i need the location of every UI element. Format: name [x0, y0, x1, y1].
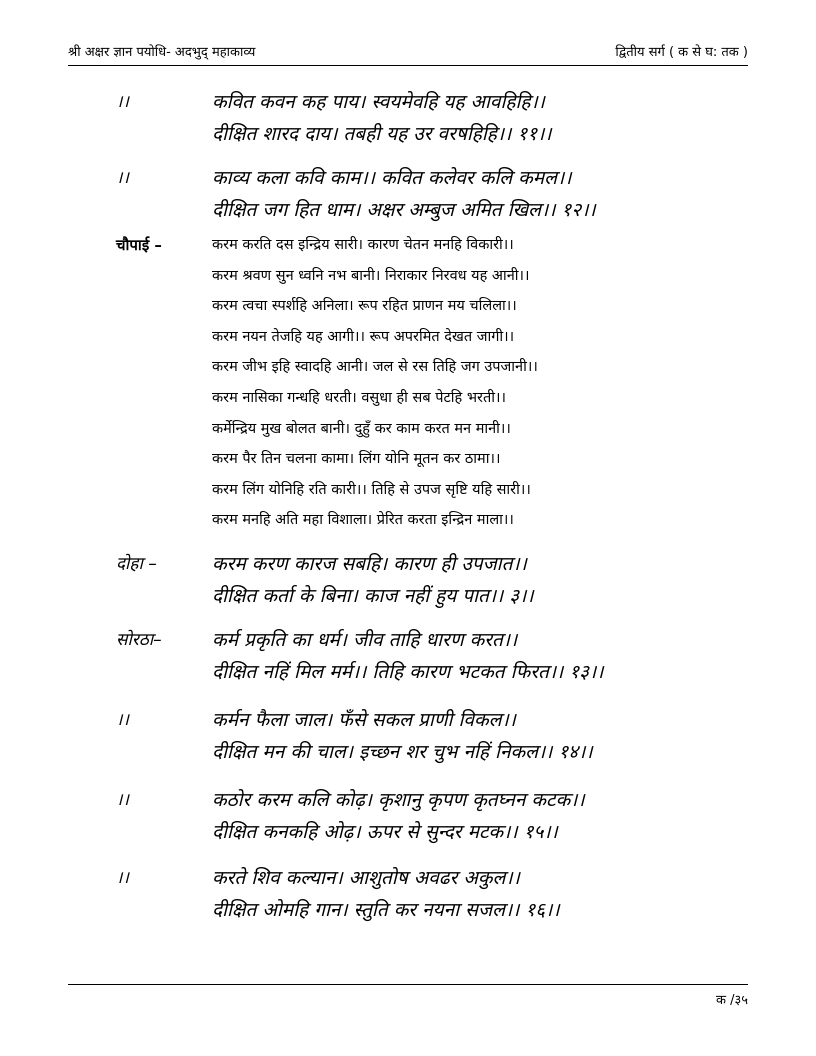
verse-line: करम त्वचा स्पर्शहि अनिला। रूप रहित प्राणन मय चलिला।। [212, 298, 517, 315]
chapter-title: द्वितीय सर्ग ( क से घ: तक ) [615, 45, 748, 60]
verse-line: करम पैर तिन चलना कामा। लिंग योनि मूतन कर ठामा।। [212, 451, 501, 468]
verse-line: करम करण कारज सबहि। कारण ही उपजात।। [212, 553, 527, 575]
stanza-label: ।। [116, 868, 129, 888]
header-divider [68, 65, 748, 66]
verse-line: दीक्षित जग हित धाम। अक्षर अम्बुज अमित खिल।। १२।। [212, 199, 596, 221]
verse-line: दीक्षित ओमहि गान। स्तुति कर नयना सजल।। १६।। [212, 899, 560, 921]
verse-line: करते शिव कल्यान। आशुतोष अवढर अकुल।। [212, 867, 520, 889]
verse-line: करम श्रवण सुन ध्वनि नभ बानी। निराकार निरवध यह आनी।। [212, 267, 530, 284]
stanza-label: दोहा – [116, 554, 157, 574]
verse-line: करम नयन तेजहि यह आगी।। रूप अपरमित देखत जागी।। [212, 328, 515, 345]
page-header [68, 40, 748, 64]
verse-line: कर्मन फैला जाल। फँसे सकल प्राणी विकल।। [212, 709, 516, 731]
verse-line: दीक्षित नहिं मिल मर्म।। तिहि कारण भटकत फिरत।। १३।। [212, 661, 604, 683]
page-number: क /३५ [715, 993, 748, 1008]
verse-line: दीक्षित मन की चाल। इच्छन शर चुभ नहिं निकल।। १४।। [212, 741, 593, 763]
verse-line: करम लिंग योनिहि रति कारी।। तिहि से उपज सृष्टि यहि सारी।। [212, 481, 531, 498]
verse-line: कर्म प्रकृति का धर्म। जीव ताहि धारण करत।। [212, 629, 518, 651]
verse-line: कवित कवन कह पाय। स्वयमेवहि यह आवहिहि।। [212, 91, 545, 113]
verse-line: दीक्षित कनकहि ओढ़। ऊपर से सुन्दर मटक।। १५।। [212, 821, 558, 843]
verse-line: कठोर करम कलि कोढ़। कृशानु कृपण कृतघ्नन कटक।। [212, 789, 585, 811]
stanza-label: चौपाई – [116, 236, 162, 254]
verse-line: काव्य कला कवि काम।। कवित कलेवर कलि कमल।। [212, 167, 572, 189]
verse-line: दीक्षित शारद दाय। तबही यह उर वरषहिहि।। ११।। [212, 123, 552, 145]
stanza-label: ।। [116, 790, 129, 810]
stanza-label: सोरठा– [116, 630, 162, 650]
footer-divider [68, 984, 748, 985]
book-title: श्री अक्षर ज्ञान पयोधि- अदभुद् महाकाव्य [68, 45, 256, 60]
stanza-label: ।। [116, 710, 129, 730]
verse-line: कर्मेन्द्रिय मुख बोलत बानी। दुहुँ कर काम करत मन मानी।। [212, 420, 511, 437]
verse-line: करम नासिका गन्धहि धरती। वसुधा ही सब पेटहि भरती।। [212, 389, 506, 406]
verse-line: करम मनहि अति महा विशाला। प्रेरित करता इन्द्रिन माला।। [212, 512, 514, 529]
stanza-label: ।। [116, 92, 129, 112]
verse-line: दीक्षित कर्ता के बिना। काज नहीं हुय पात।। ३।। [212, 585, 534, 607]
verse-line: करम जीभ इहि स्वादहि आनी। जल से रस तिहि जग उपजानी।। [212, 359, 538, 376]
stanza-label: ।। [116, 168, 129, 188]
verse-line: करम करति दस इन्द्रिय सारी। कारण चेतन मनहि विकारी।। [212, 237, 514, 253]
